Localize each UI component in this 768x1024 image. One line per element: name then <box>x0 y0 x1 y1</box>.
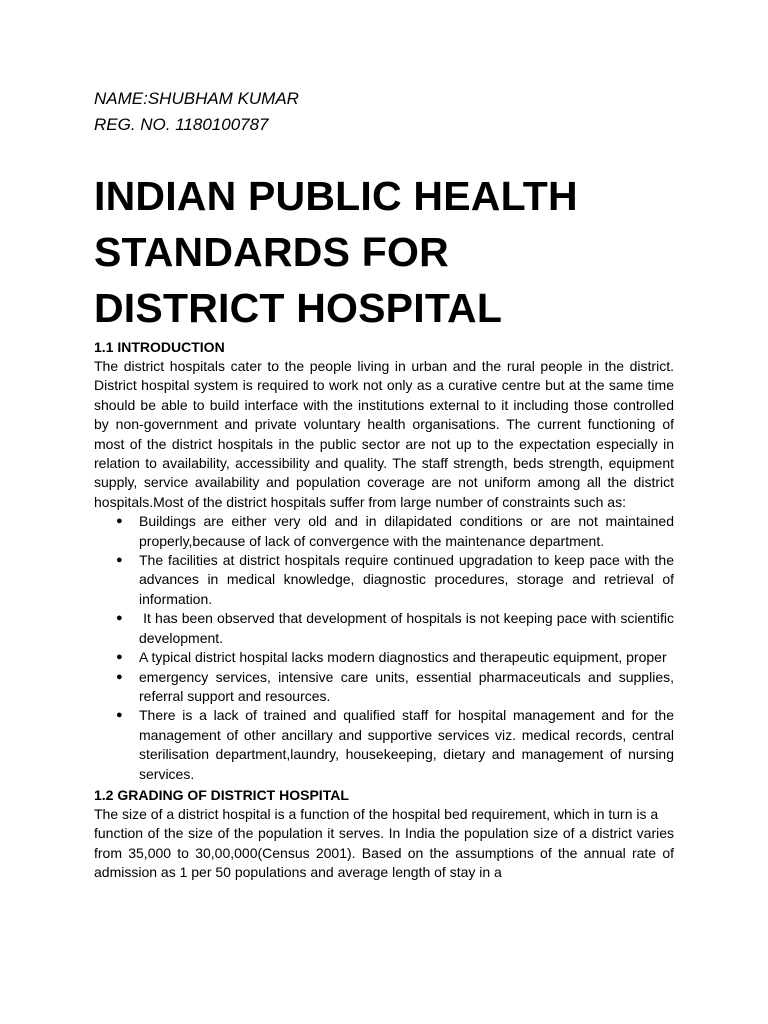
list-item-text: Buildings are either very old and in dilapidated conditions or are not maintained properly,because of lack of convergence with the maintenance department. <box>139 513 674 549</box>
grading-paragraph-1: The size of a district hospital is a function of the hospital bed requirement, which in turn is a <box>94 805 659 822</box>
bullet-icon: ● <box>116 612 123 625</box>
bullet-icon: ● <box>116 554 123 567</box>
list-item-text: A typical district hospital lacks modern diagnostics and therapeutic equipment, proper <box>139 649 667 666</box>
list-item-text: emergency services, intensive care units, essential pharmaceuticals and supplies, referral support and resources. <box>139 668 674 704</box>
list-item-text: It has been observed that development of hospitals is not keeping pace with scientific development. <box>139 610 678 646</box>
bullet-icon: ● <box>116 670 123 683</box>
bullet-icon: ● <box>116 709 123 722</box>
list-item <box>116 706 674 784</box>
grading-paragraph-2: function of the size of the population it serves. In India the population size of a district varies from 35,000 to 30,00,000(Census 2001). Based on the assumptions of the annual rate of admission as 1 per 50 populations and average length of stay in a <box>94 825 674 881</box>
list-item <box>116 668 674 707</box>
constraints-list <box>94 512 678 784</box>
list-item-text: There is a lack of trained and qualified staff for hospital management and for the management of other ancillary and supportive services viz. medical records, central sterilisation department,laundry, housekeeping, dietary and management of nursing services. <box>139 707 674 782</box>
document-title-line-1: INDIAN PUBLIC HEALTH <box>94 173 578 219</box>
bullet-icon: ● <box>116 515 123 528</box>
section-heading-introduction: 1.1 INTRODUCTION <box>94 339 225 355</box>
introduction-paragraph: The district hospitals cater to the people living in urban and the rural people in the district. District hospital system is required to work not only as a curative centre but at the same time should be able to build interface with the institutions external to it including those controlled by non-government and private voluntary health organisations. The current functioning of most of the district hospitals in the public sector are not up to the expectation especially in relation to availability, accessibility and quality. The staff strength, beds strength, equipment supply, service availability and population coverage are not uniform among all the district hospitals.Most of the district hospitals suffer from large number of constraints such as: <box>94 358 674 510</box>
document-title-line-3: DISTRICT HOSPITAL <box>94 285 503 331</box>
list-item <box>116 609 678 648</box>
list-item <box>116 648 674 667</box>
list-item <box>116 512 674 551</box>
registration-number: REG. NO. 1180100787 <box>94 115 269 134</box>
author-name: NAME:SHUBHAM KUMAR <box>94 89 299 108</box>
list-item <box>116 551 674 609</box>
bullet-icon: ● <box>116 651 123 664</box>
document-title-line-2: STANDARDS FOR <box>94 229 449 275</box>
section-heading-grading: 1.2 GRADING OF DISTRICT HOSPITAL <box>94 786 349 803</box>
document-title <box>94 168 674 336</box>
list-item-text: The facilities at district hospitals require continued upgradation to keep pace with the advances in medical knowledge, diagnostic procedures, storage and retrieval of information. <box>139 552 674 607</box>
